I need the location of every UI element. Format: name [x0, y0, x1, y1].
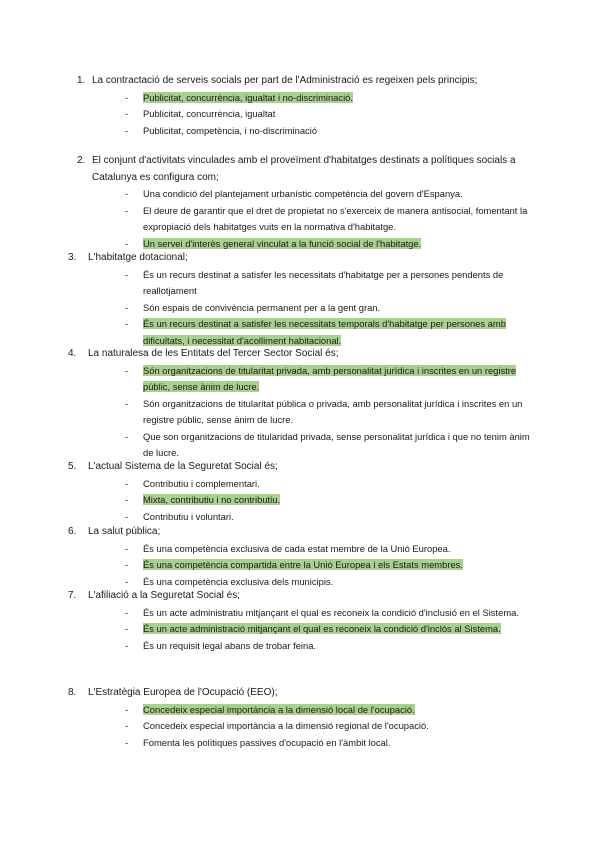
dash-bullet: -: [125, 542, 129, 554]
dash-bullet: -: [125, 477, 129, 489]
answer-list: [68, 267, 530, 350]
answer-text: Publicitat, concurrència, igualtat: [143, 108, 276, 119]
answer-text-correct: Concedeix especial importància a la dimensió local de l'ocupació.: [143, 703, 415, 715]
question-text: [68, 250, 530, 267]
answer-option: [68, 621, 530, 638]
question-text: [68, 685, 530, 702]
answer-list: [68, 541, 530, 591]
dash-bullet: -: [125, 188, 129, 199]
question-text: [68, 73, 530, 90]
answer-option: [68, 541, 530, 558]
answer-option: [68, 300, 530, 317]
answer-option: [68, 638, 530, 655]
answer-text-correct: És un recurs destinat a satisfer les necessitats temporals d'habitatge per persones amb dificultats, i necessitat d'acolliment habitacional.: [143, 318, 506, 346]
answer-list: [68, 605, 530, 655]
answer-option: [68, 509, 530, 526]
dash-bullet: -: [125, 606, 129, 618]
dash-bullet: -: [125, 204, 129, 216]
answer-text: És una competència exclusiva dels municipis.: [143, 575, 334, 587]
answer-option: [68, 186, 530, 203]
question-number: 4.: [68, 348, 77, 359]
answer-option: [68, 557, 530, 574]
dash-bullet: -: [125, 237, 129, 249]
answer-option: [68, 735, 530, 752]
answer-option: [68, 316, 530, 349]
dash-bullet: -: [125, 124, 129, 136]
dash-bullet: -: [125, 639, 129, 651]
answer-text-correct: Publicitat, concurrència, igualtat i no-discriminació.: [143, 91, 353, 103]
question-text: [68, 588, 530, 605]
answer-option: [68, 429, 530, 462]
answer-option: [68, 363, 530, 396]
answer-option: [68, 605, 530, 622]
answer-list: [68, 702, 530, 752]
answer-option: [68, 718, 530, 735]
question-text: [68, 153, 530, 186]
answer-text: Que son organitzacions de titularidad privada, sense personalitat jurídica i que no tenim ànim de lucre.: [143, 430, 530, 458]
question-label: La naturalesa de les Entitats del Tercer Sector Social és;: [88, 348, 339, 359]
answer-option: [68, 123, 530, 140]
question-8: [68, 685, 530, 751]
dash-bullet: -: [125, 108, 129, 119]
dash-bullet: -: [125, 559, 129, 570]
dash-bullet: -: [125, 268, 129, 280]
question-label: El conjunt d'activitats vinculades amb el proveïment d'habitatges destinats a polítiques socials a Catalunya es configura com;: [92, 155, 516, 183]
dash-bullet: -: [125, 510, 129, 522]
answer-text: És un recurs destinat a satisfer les necessitats d'habitatge per a persones pendents de reallotjament: [143, 268, 504, 296]
question-4: [68, 346, 530, 462]
question-text: [68, 346, 530, 363]
dash-bullet: -: [125, 703, 129, 715]
answer-text: Concedeix especial importància a la dimensió regional de l'ocupació.: [143, 720, 429, 731]
dash-bullet: -: [125, 364, 129, 376]
answer-text: Contributiu i complementari.: [143, 477, 260, 489]
answer-text-correct: Un servei d'interès general vinculat a la funció social de l'habitatge.: [143, 237, 422, 249]
answer-option: [68, 476, 530, 493]
answer-option: [68, 90, 530, 107]
question-label: L'actual Sistema de la Seguretat Social és;: [88, 461, 278, 472]
question-number: 7.: [68, 590, 77, 601]
question-number: 8.: [68, 687, 77, 698]
dash-bullet: -: [125, 720, 129, 731]
dash-bullet: -: [125, 494, 129, 505]
question-number: 5.: [68, 461, 77, 472]
answer-option: [68, 396, 530, 429]
question-number: 6.: [68, 526, 77, 537]
answer-text: És un requisit legal abans de trobar feina.: [143, 639, 317, 651]
question-number: 3.: [68, 252, 77, 263]
answer-option: [68, 267, 530, 300]
dash-bullet: -: [125, 430, 129, 442]
answer-text: És una competència exclusiva de cada estat membre de la Unió Europea.: [143, 542, 451, 554]
answer-option: [68, 203, 530, 236]
question-text: [68, 524, 530, 541]
answer-text: Contributiu i voluntari.: [143, 510, 234, 522]
answer-text-correct: Mixta, contributiu i no contributiu.: [143, 494, 281, 505]
question-2: [68, 153, 530, 252]
answer-text: Publicitat, competència, i no-discriminació: [143, 124, 318, 136]
dash-bullet: -: [125, 91, 129, 103]
dash-bullet: -: [125, 575, 129, 587]
dash-bullet: -: [125, 301, 129, 313]
dash-bullet: -: [125, 736, 129, 748]
question-label: L'Estratègia Europea de l'Ocupació (EEO);: [88, 687, 278, 698]
question-1: [68, 73, 530, 139]
question-label: L'afiliació a la Seguretat Social és;: [88, 590, 240, 601]
answer-option: [68, 492, 530, 509]
question-number: 1.: [77, 75, 86, 86]
question-6: [68, 524, 530, 590]
answer-option: [68, 106, 530, 123]
answer-text: Fomenta les polítiques passives d'ocupació en l'àmbit local.: [143, 736, 391, 748]
dash-bullet: -: [125, 397, 129, 409]
question-number: 2.: [77, 155, 86, 166]
dash-bullet: -: [125, 318, 129, 329]
question-text: [68, 459, 530, 476]
question-label: L'habitatge dotacional;: [88, 252, 188, 263]
answer-text-correct: Són organitzacions de titularitat privada, amb personalitat jurídica i inscrites en un registre públic, sense ànim de lucre.: [143, 364, 517, 392]
question-label: La contractació de serveis socials per part de l'Administració es regeixen pels principis;: [92, 75, 478, 86]
answer-list: [68, 476, 530, 526]
answer-text: És un acte administratiu mitjançant el qual es reconeix la condició d'inclusió en el Sistema.: [143, 606, 519, 618]
answer-text-correct: És una competència compartida entre la Unió Europea i els Estats membres.: [143, 559, 463, 570]
answer-list: [68, 186, 530, 252]
answer-option: [68, 702, 530, 719]
answer-text: El deure de garantir que el dret de propietat no s'exerceix de manera antisocial, fomentant la expropiació dels habitatges vuits en la normativa d'habitatge.: [143, 204, 528, 232]
dash-bullet: -: [125, 623, 129, 634]
answer-text: Són espais de convivència permanent per a la gent gran.: [143, 301, 381, 313]
question-5: [68, 459, 530, 525]
question-3: [68, 250, 530, 349]
question-7: [68, 588, 530, 654]
answer-list: [68, 90, 530, 140]
answer-list: [68, 363, 530, 462]
answer-text: Són organitzacions de titularitat pública o privada, amb personalitat jurídica i inscrites en un registre públic, sense ànim de lucre.: [143, 397, 523, 425]
question-label: La salut pública;: [88, 526, 161, 537]
answer-text-correct: És un acte administració mitjançant el qual es reconeix la condició d'inclòs al Sistema.: [143, 623, 501, 634]
answer-text: Una condició del plantejament urbanístic competència del govern d'Espanya.: [143, 188, 463, 199]
